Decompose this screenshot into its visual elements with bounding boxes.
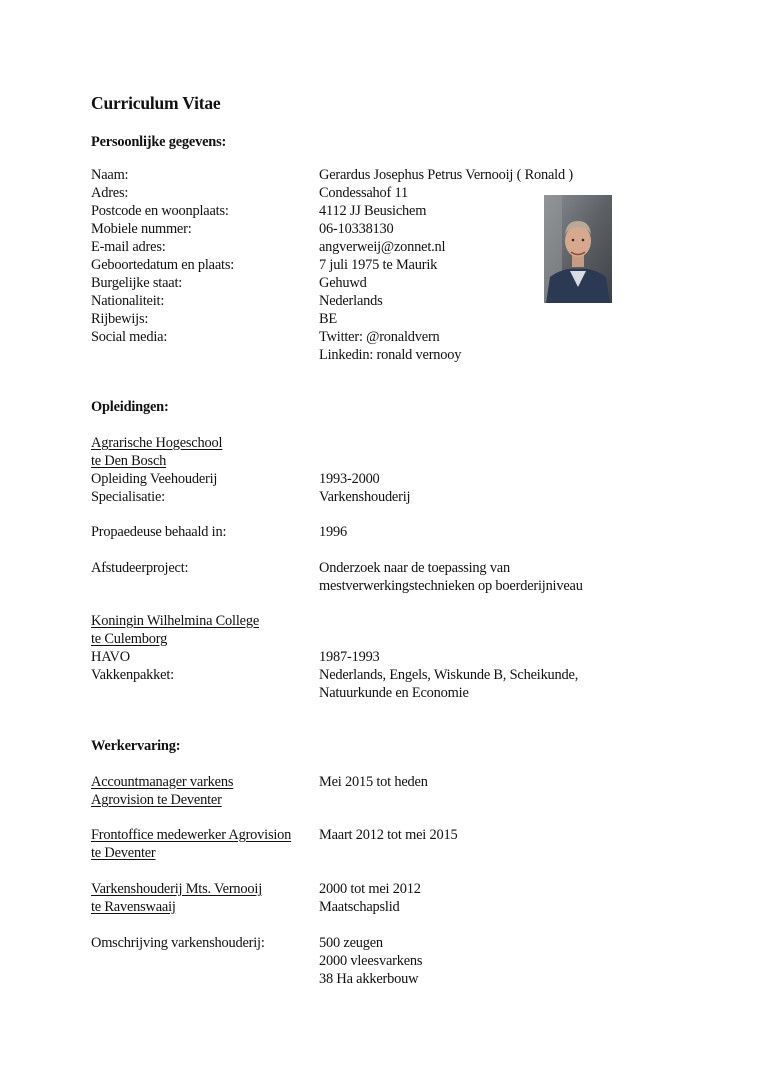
- label-name: Naam:: [91, 167, 129, 183]
- school1-name: Agrarische Hogeschool: [91, 435, 223, 451]
- propaedeuse-value: 1996: [319, 524, 347, 540]
- label-email: E-mail adres:: [91, 239, 166, 255]
- value-mobile: 06-10338130: [319, 221, 394, 237]
- value-nationality: Nederlands: [319, 293, 383, 309]
- school1-program-label: Opleiding Veehouderij: [91, 471, 218, 487]
- label-social: Social media:: [91, 329, 168, 345]
- job1-company: Agrovision te Deventer: [91, 792, 222, 808]
- portrait-photo: [544, 195, 612, 303]
- subjects-line2: Natuurkunde en Economie: [319, 685, 469, 701]
- project-line1: Onderzoek naar de toepassing van: [319, 560, 510, 576]
- value-linkedin: Linkedin: ronald vernooy: [319, 347, 462, 363]
- description-line: 500 zeugen: [319, 935, 383, 951]
- description-line: 38 Ha akkerbouw: [319, 971, 419, 987]
- value-postcode: 4112 JJ Beusichem: [319, 203, 427, 219]
- school2-name: Koningin Wilhelmina College: [91, 613, 260, 629]
- label-address: Adres:: [91, 185, 129, 201]
- school1-specialisation-label: Specialisatie:: [91, 489, 165, 505]
- school2-location: te Culemborg: [91, 631, 168, 647]
- label-postcode: Postcode en woonplaats:: [91, 203, 229, 219]
- project-line2: mestverwerkingstechnieken op boerderijniveau: [319, 578, 583, 594]
- label-nationality: Nationaliteit:: [91, 293, 165, 309]
- subjects-label: Vakkenpakket:: [91, 667, 174, 683]
- job3-location: te Ravenswaaij: [91, 899, 176, 915]
- propaedeuse-label: Propaedeuse behaald in:: [91, 524, 227, 540]
- school1-location: te Den Bosch: [91, 453, 167, 469]
- label-marital: Burgelijke staat:: [91, 275, 183, 291]
- label-mobile: Mobiele nummer:: [91, 221, 192, 237]
- subjects-line1: Nederlands, Engels, Wiskunde B, Scheikunde,: [319, 667, 579, 683]
- value-twitter: Twitter: @ronaldvern: [319, 329, 440, 345]
- job3-period: 2000 tot mei 2012: [319, 881, 421, 897]
- value-birth: 7 juli 1975 te Maurik: [319, 257, 438, 273]
- description-line: 2000 vleesvarkens: [319, 953, 423, 969]
- document-title: Curriculum Vitae: [91, 93, 221, 113]
- value-address: Condessahof 11: [319, 185, 408, 201]
- value-email: angverweij@zonnet.nl: [319, 239, 446, 255]
- personal-heading: Persoonlijke gegevens:: [91, 134, 227, 150]
- school2-level-label: HAVO: [91, 649, 130, 665]
- job3-title: Varkenshouderij Mts. Vernooij: [91, 881, 262, 897]
- work-heading: Werkervaring:: [91, 738, 181, 754]
- school2-level-years: 1987-1993: [319, 649, 380, 665]
- label-license: Rijbewijs:: [91, 311, 149, 327]
- description-label: Omschrijving varkenshouderij:: [91, 935, 265, 951]
- job1-period: Mei 2015 tot heden: [319, 774, 428, 790]
- project-label: Afstudeerproject:: [91, 560, 189, 576]
- portrait-image: [544, 195, 612, 303]
- label-birth: Geboortedatum en plaats:: [91, 257, 235, 273]
- job1-title: Accountmanager varkens: [91, 774, 234, 790]
- job2-period: Maart 2012 tot mei 2015: [319, 827, 458, 843]
- school1-program-years: 1993-2000: [319, 471, 380, 487]
- value-license: BE: [319, 311, 337, 327]
- job3-role: Maatschapslid: [319, 899, 400, 915]
- job2-location: te Deventer: [91, 845, 156, 861]
- value-marital: Gehuwd: [319, 275, 367, 291]
- job2-title: Frontoffice medewerker Agrovision: [91, 827, 292, 843]
- education-heading: Opleidingen:: [91, 399, 169, 415]
- value-name: Gerardus Josephus Petrus Vernooij ( Ronald ): [319, 167, 573, 183]
- school1-specialisation-value: Varkenshouderij: [319, 489, 411, 505]
